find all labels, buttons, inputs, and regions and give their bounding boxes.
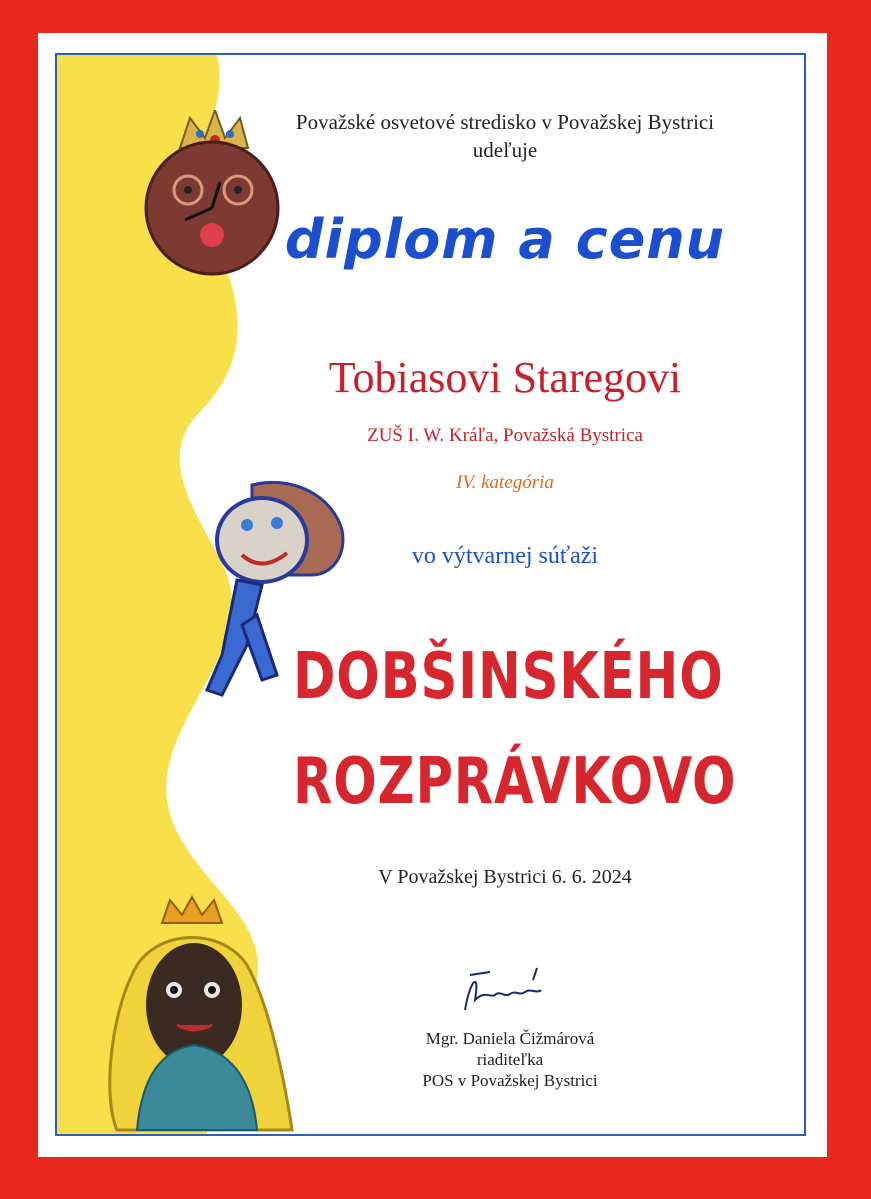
signatory-name: Mgr. Daniela Čižmárová: [425, 1029, 595, 1048]
contest-name-line2: ROZPRÁVKOVO: [293, 745, 737, 819]
issuer-block: [240, 108, 770, 164]
contest-name-line1: DOBŠINSKÉHO: [293, 640, 724, 714]
princess-figure-icon: [92, 895, 297, 1135]
diploma-title: diplom a cenu: [284, 208, 726, 271]
signature-icon: [445, 960, 555, 1020]
awards-verb: udeľuje: [472, 138, 538, 162]
signatory-org: POS v Považskej Bystrici: [422, 1071, 598, 1090]
contest-intro: vo výtvarnej súťaži: [411, 543, 599, 569]
signatory-role: riaditeľka: [476, 1050, 544, 1069]
recipient-name: Tobiasovi Staregovi: [328, 353, 682, 402]
recipient-school: ZUŠ I. W. Kráľa, Považská Bystrica: [367, 425, 643, 446]
signatory-block: [330, 1028, 690, 1091]
place-date: V Považskej Bystrici 6. 6. 2024: [378, 866, 632, 888]
issuer-line: Považské osvetové stredisko v Považskej Bystrici: [295, 110, 715, 134]
recipient-category: IV. kategória: [456, 472, 554, 493]
